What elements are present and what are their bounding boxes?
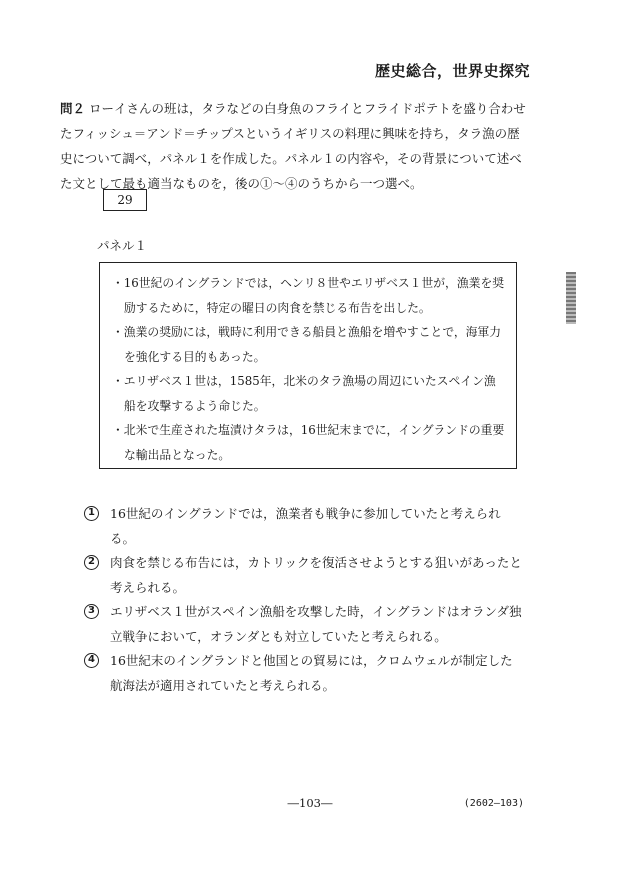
section-title: 歴史総合，世界史探究 [374, 62, 530, 80]
choice-number-icon: 4 [84, 653, 99, 668]
panel-box [99, 262, 517, 469]
choice-1 [84, 502, 524, 551]
panel-item: ・エリザベス１世は，1585年，北米のタラ漁場の周辺にいたスペイン漁船を攻撃するよう命じた。 [112, 374, 496, 413]
page-number: ―103― [287, 796, 333, 810]
page-code: (2602―103) [463, 798, 524, 809]
choice-number-icon: 2 [84, 555, 99, 570]
panel-label: パネル１ [97, 238, 148, 253]
panel-item: ・16世紀のイングランドでは，ヘンリ８世やエリザベス１世が，漁業を奨励するために，特定の曜日の肉食を禁じる布告を出した。 [112, 276, 505, 315]
choice-text: エリザベス１世がスペイン漁船を攻撃した時，イングランドはオランダ独立戦争において，オランダとも対立していたと考えられる。 [110, 604, 522, 644]
choice-text: 16世紀のイングランドでは，漁業者も戦争に参加していたと考えられる。 [110, 506, 501, 546]
panel-item: ・北米で生産された塩漬けタラは，16世紀末までに，イングランドの重要な輸出品となった。 [112, 423, 505, 462]
question-text [60, 96, 530, 196]
panel-item: ・漁業の奨励には，戦時に利用できる船員と漁船を増やすことで，海軍力を強化する目的もあった。 [112, 325, 502, 364]
choice-list [84, 502, 524, 698]
choice-2 [84, 551, 524, 600]
answer-number-box: 29 [103, 189, 147, 211]
side-index-tab [566, 272, 576, 324]
question-body: ローイさんの班は，タラなどの白身魚のフライとフライドポテトを盛り合わせたフィッシュ＝アンド＝チップスというイギリスの料理に興味を持ち，タラ漁の歴史について調べ，パネル１を作成した。パネル１の内容や，その背景について述べた文として最も適当なものを，後の①～④のうちから一つ選べ。 [60, 101, 526, 191]
choice-text: 16世紀末のイングランドと他国との貿易には，クロムウェルが制定した航海法が適用されていたと考えられる。 [110, 653, 513, 693]
choice-4 [84, 649, 524, 698]
choice-number-icon: 1 [84, 506, 99, 521]
question-label: 問２ [60, 101, 86, 116]
choice-3 [84, 600, 524, 649]
choice-number-icon: 3 [84, 604, 99, 619]
choice-text: 肉食を禁じる布告には，カトリックを復活させようとする狙いがあったと考えられる。 [110, 555, 522, 595]
